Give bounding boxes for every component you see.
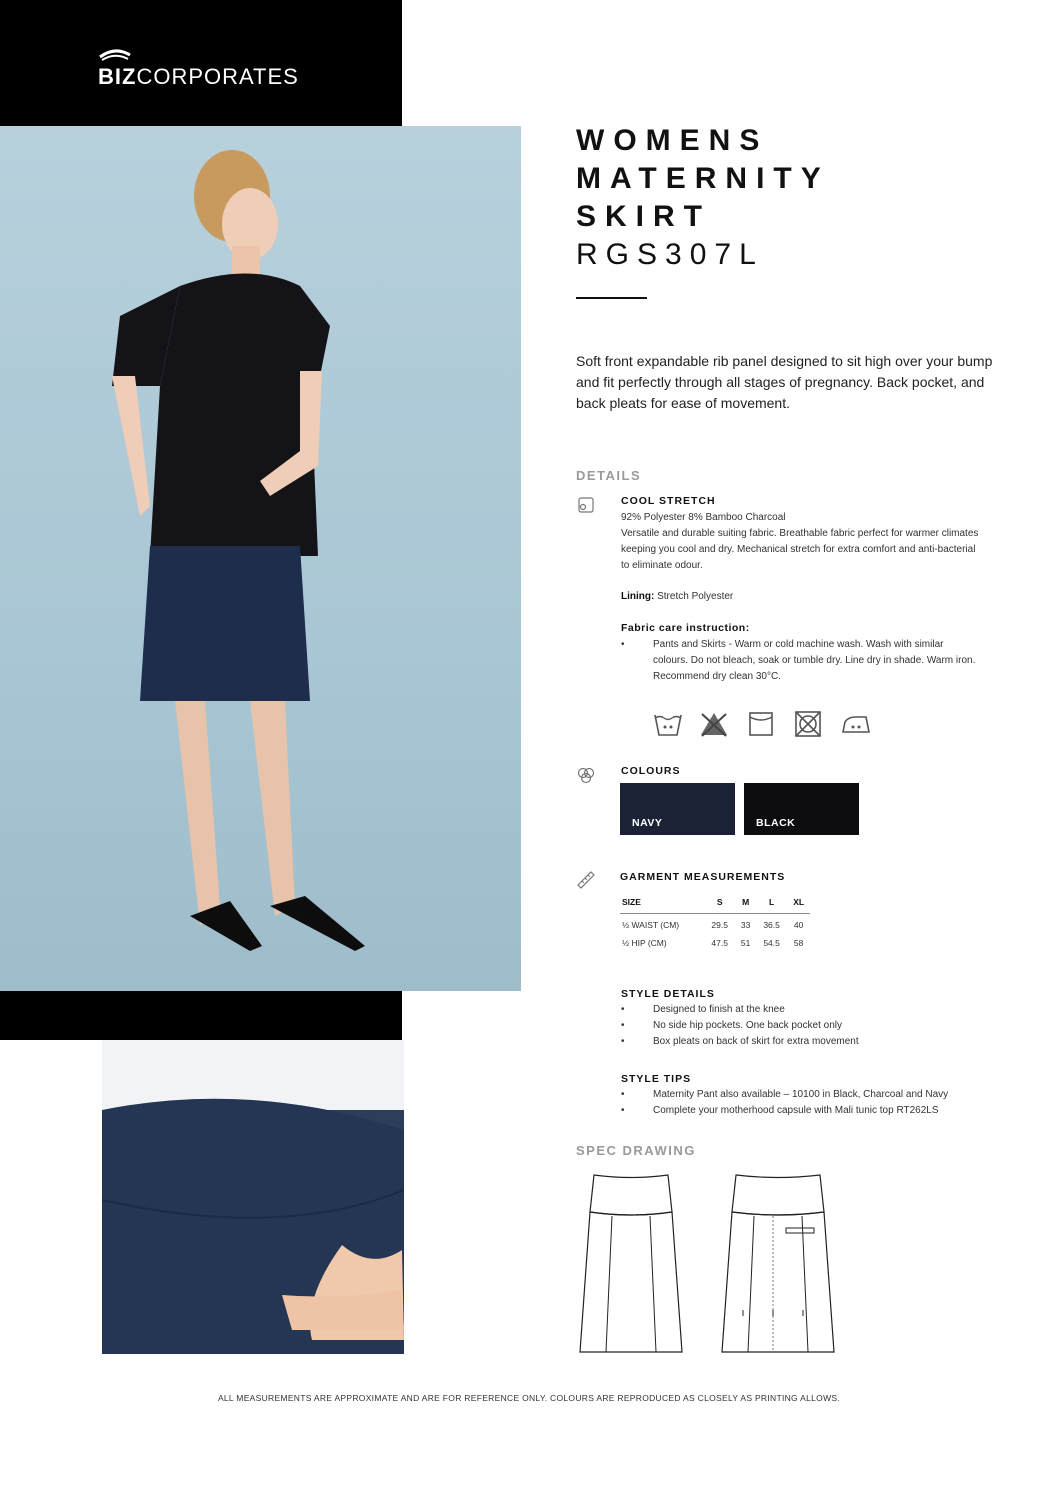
title-line-2: MATERNITY bbox=[576, 162, 830, 195]
care-heading: Fabric care instruction: bbox=[621, 622, 750, 634]
list-item: • No side hip pockets. One back pocket only bbox=[621, 1020, 842, 1031]
title-line-3: SKIRT bbox=[576, 200, 711, 233]
list-item: • Maternity Pant also available – 10100 in Black, Charcoal and Navy bbox=[621, 1089, 949, 1100]
logo-bold: BIZ bbox=[98, 64, 137, 89]
colours-heading: COLOURS bbox=[621, 765, 681, 777]
spec-drawing-heading: SPEC DRAWING bbox=[576, 1143, 696, 1158]
cell: 54.5 bbox=[763, 938, 780, 948]
measurements-table bbox=[620, 893, 810, 950]
logo-block bbox=[0, 0, 402, 126]
cell: 33 bbox=[740, 920, 751, 930]
title-divider bbox=[576, 297, 647, 299]
colours-icon bbox=[576, 765, 596, 785]
style-tip-text: Complete your motherhood capsule with Mali tunic top RT262LS bbox=[653, 1105, 939, 1116]
lining-label: Lining: bbox=[621, 591, 655, 602]
swatch-black[interactable] bbox=[744, 783, 859, 835]
col-l: L bbox=[756, 893, 787, 914]
list-item: • Complete your motherhood capsule with Mali tunic top RT262LS bbox=[621, 1105, 939, 1116]
row-label: ½ HIP (CM) bbox=[622, 938, 667, 948]
style-detail-text: No side hip pockets. One back pocket only bbox=[653, 1020, 842, 1031]
style-tips-list bbox=[621, 1087, 1001, 1119]
row-label: ½ WAIST (CM) bbox=[622, 920, 680, 930]
lining-value: Stretch Polyester bbox=[657, 591, 734, 602]
style-tip-text: Maternity Pant also available – 10100 in Black, Charcoal and Navy bbox=[653, 1089, 949, 1100]
fabric-roll-icon bbox=[576, 495, 596, 515]
wash-warm-icon bbox=[652, 708, 684, 740]
no-bleach-icon bbox=[698, 708, 730, 740]
care-bullet: • bbox=[621, 639, 625, 650]
product-description: Soft front expandable rib panel designed to sit high over your bump and fit perfectly through all stages of pregnancy. Back pocket, and back pleats for ease of movement. bbox=[576, 353, 993, 411]
style-detail-text: Designed to finish at the knee bbox=[653, 1004, 785, 1015]
fabric-name: COOL STRETCH bbox=[621, 495, 716, 507]
cell: 58 bbox=[793, 938, 804, 948]
cell: 51 bbox=[740, 938, 751, 948]
hero-product-photo bbox=[0, 126, 521, 991]
cell: 29.5 bbox=[711, 920, 728, 930]
warm-iron-icon bbox=[840, 708, 872, 740]
cell: 47.5 bbox=[711, 938, 728, 948]
style-detail-text: Box pleats on back of skirt for extra movement bbox=[653, 1036, 859, 1047]
title-line-1: WOMENS bbox=[576, 124, 769, 157]
fabric-description: Versatile and durable suiting fabric. Breathable fabric perfect for warmer climates keeping you cool and dry. Mechanical stretch for extra comfort and anti-bacterial to eliminate odour. bbox=[621, 528, 979, 571]
fabric-details bbox=[621, 510, 981, 574]
measurements-heading: GARMENT MEASUREMENTS bbox=[620, 871, 786, 883]
spec-drawing-back bbox=[718, 1170, 838, 1356]
product-code: RGS307L bbox=[576, 238, 764, 271]
list-item: • Box pleats on back of skirt for extra movement bbox=[621, 1036, 859, 1047]
fabric-composition: 92% Polyester 8% Bamboo Charcoal bbox=[621, 512, 786, 523]
table-row bbox=[620, 914, 810, 933]
style-tips-heading: STYLE TIPS bbox=[621, 1073, 692, 1085]
care-text: Pants and Skirts - Warm or cold machine wash. Wash with similar colours. Do not bleach, soak or tumble dry. Line dry in shade. Warm iron. Recommend dry clean 30°C. bbox=[653, 639, 976, 682]
col-size: SIZE bbox=[620, 893, 704, 914]
details-heading: DETAILS bbox=[576, 468, 642, 483]
col-s: S bbox=[704, 893, 735, 914]
logo-mark-icon bbox=[98, 48, 132, 62]
line-dry-icon bbox=[745, 708, 777, 740]
detail-product-photo bbox=[102, 1040, 404, 1354]
swatch-black-label: BLACK bbox=[756, 817, 796, 829]
swatch-navy[interactable] bbox=[620, 783, 735, 835]
logo-light: CORPORATES bbox=[136, 64, 299, 89]
style-details-heading: STYLE DETAILS bbox=[621, 988, 715, 1000]
spec-drawing-front bbox=[576, 1170, 686, 1356]
no-tumble-dry-icon bbox=[792, 708, 824, 740]
brand-logo bbox=[98, 64, 299, 90]
style-details-list bbox=[621, 1002, 1001, 1050]
cell: 36.5 bbox=[763, 920, 780, 930]
care-instruction bbox=[621, 637, 981, 685]
cell: 40 bbox=[793, 920, 804, 930]
hero-black-bar bbox=[0, 991, 402, 1040]
footer-disclaimer: ALL MEASUREMENTS ARE APPROXIMATE AND ARE FOR REFERENCE ONLY. COLOURS ARE REPRODUCED AS CLOSELY AS PRINTING ALLOWS. bbox=[217, 1393, 841, 1403]
table-row bbox=[620, 932, 810, 950]
col-xl: XL bbox=[787, 893, 810, 914]
ruler-icon bbox=[576, 870, 596, 890]
lining-info bbox=[621, 589, 733, 605]
col-m: M bbox=[735, 893, 756, 914]
swatch-navy-label: NAVY bbox=[632, 817, 663, 829]
list-item: • Designed to finish at the knee bbox=[621, 1004, 785, 1015]
